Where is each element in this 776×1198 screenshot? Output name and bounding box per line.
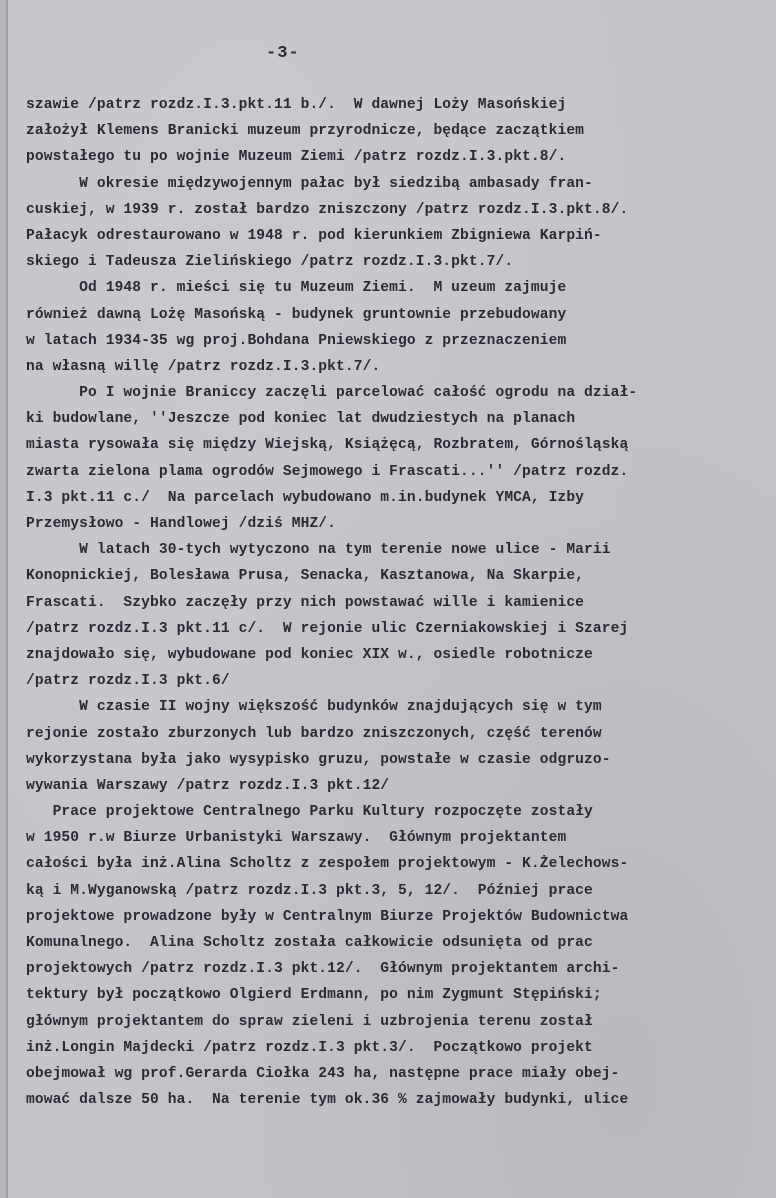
text-line: Konopnickiej, Bolesława Prusa, Senacka, Kasztanowa, Na Skarpie, xyxy=(26,568,585,585)
text-line: cuskiej, w 1939 r. został bardzo zniszczony /patrz rozdz.I.3.pkt.8/. xyxy=(26,201,629,218)
text-line: głównym projektantem do spraw zieleni i uzbrojenia terenu został xyxy=(26,1013,593,1030)
text-line: powstałego tu po wojnie Muzeum Ziemi /patrz rozdz.I.3.pkt.8/. xyxy=(26,149,567,166)
text-line: Prace projektowe Centralnego Parku Kultury rozpoczęte zostały xyxy=(26,804,593,821)
text-line: zwarta zielona plama ogrodów Sejmowego i Frascati...'' /patrz rozdz. xyxy=(26,463,629,480)
text-line: projektowe prowadzone były w Centralnym Biurze Projektów Budownictwa xyxy=(26,908,629,925)
text-line: ką i M.Wyganowską /patrz rozdz.I.3 pkt.3, 5, 12/. Później prace xyxy=(26,882,593,899)
text-line: całości była inż.Alina Scholtz z zespołem projektowym - K.Żelechows- xyxy=(26,856,629,873)
text-line: wykorzystana była jako wysypisko gruzu, powstałe w czasie odgruzo- xyxy=(26,751,611,768)
text-line: /patrz rozdz.I.3 pkt.11 c/. W rejonie ulic Czerniakowskiej i Szarej xyxy=(26,620,629,637)
text-line: Frascati. Szybko zaczęły przy nich powstawać wille i kamienice xyxy=(26,594,585,611)
text-line: obejmował wg prof.Gerarda Ciołka 243 ha, następne prace miały obej- xyxy=(26,1065,620,1082)
text-line: W czasie II wojny większość budynków znajdujących się w tym xyxy=(26,699,602,716)
page-number: -3- xyxy=(266,44,300,63)
text-line: na własną willę /patrz rozdz.I.3.pkt.7/. xyxy=(26,358,381,375)
text-line: projektowych /patrz rozdz.I.3 pkt.12/. Głównym projektantem archi- xyxy=(26,961,620,978)
text-line: Pałacyk odrestaurowano w 1948 r. pod kierunkiem Zbigniewa Karpiń- xyxy=(26,227,602,244)
text-line: Komunalnego. Alina Scholtz została całkowicie odsunięta od prac xyxy=(26,935,593,951)
text-line: inż.Longin Majdecki /patrz rozdz.I.3 pkt.3/. Początkowo projekt xyxy=(26,1039,593,1056)
text-line: również dawną Lożę Masońską - budynek gruntownie przebudowany xyxy=(26,306,567,323)
document-body xyxy=(26,92,771,1113)
text-line: W okresie międzywojennym pałac był siedzibą ambasady fran- xyxy=(26,175,593,192)
text-line: I.3 pkt.11 c./ Na parcelach wybudowano m.in.budynek YMCA, Izby xyxy=(26,489,585,506)
text-line: miasta rysowała się między Wiejską, Książęcą, Rozbratem, Górnośląską xyxy=(26,437,629,454)
text-line: Po I wojnie Braniccy zaczęli parcelować całość ogrodu na dział- xyxy=(26,385,638,402)
text-line: szawie /patrz rozdz.I.3.pkt.11 b./. W dawnej Loży Masońskiej xyxy=(26,97,567,113)
text-line: w 1950 r.w Biurze Urbanistyki Warszawy. Głównym projektantem xyxy=(26,830,567,847)
text-line: mować dalsze 50 ha. Na terenie tym ok.36 % zajmowały budynki, ulice xyxy=(26,1092,629,1109)
text-line: znajdowało się, wybudowane pod koniec XIX w., osiedle robotnicze xyxy=(26,646,593,663)
text-line: Przemysłowo - Handlowej /dziś MHZ/. xyxy=(26,516,337,532)
text-line: /patrz rozdz.I.3 pkt.6/ xyxy=(26,673,230,690)
text-line: Od 1948 r. mieści się tu Muzeum Ziemi. M uzeum zajmuje xyxy=(26,280,567,297)
text-line: w latach 1934-35 wg proj.Bohdana Pniewskiego z przeznaczeniem xyxy=(26,332,567,349)
text-line: tektury był początkowo Olgierd Erdmann, po nim Zygmunt Stępiński; xyxy=(26,987,602,1004)
typewritten-page xyxy=(6,0,776,1198)
text-line: wywania Warszawy /patrz rozdz.I.3 pkt.12/ xyxy=(26,777,390,794)
text-line: założył Klemens Branicki muzeum przyrodnicze, będące zaczątkiem xyxy=(26,123,585,140)
text-line: ki budowlane, ''Jeszcze pod koniec lat dwudziestych na planach xyxy=(26,411,576,428)
text-line: skiego i Tadeusza Zielińskiego /patrz rozdz.I.3.pkt.7/. xyxy=(26,254,514,271)
text-line: W latach 30-tych wytyczono na tym terenie nowe ulice - Marii xyxy=(26,542,611,559)
text-line: rejonie zostało zburzonych lub bardzo zniszczonych, część terenów xyxy=(26,725,602,742)
